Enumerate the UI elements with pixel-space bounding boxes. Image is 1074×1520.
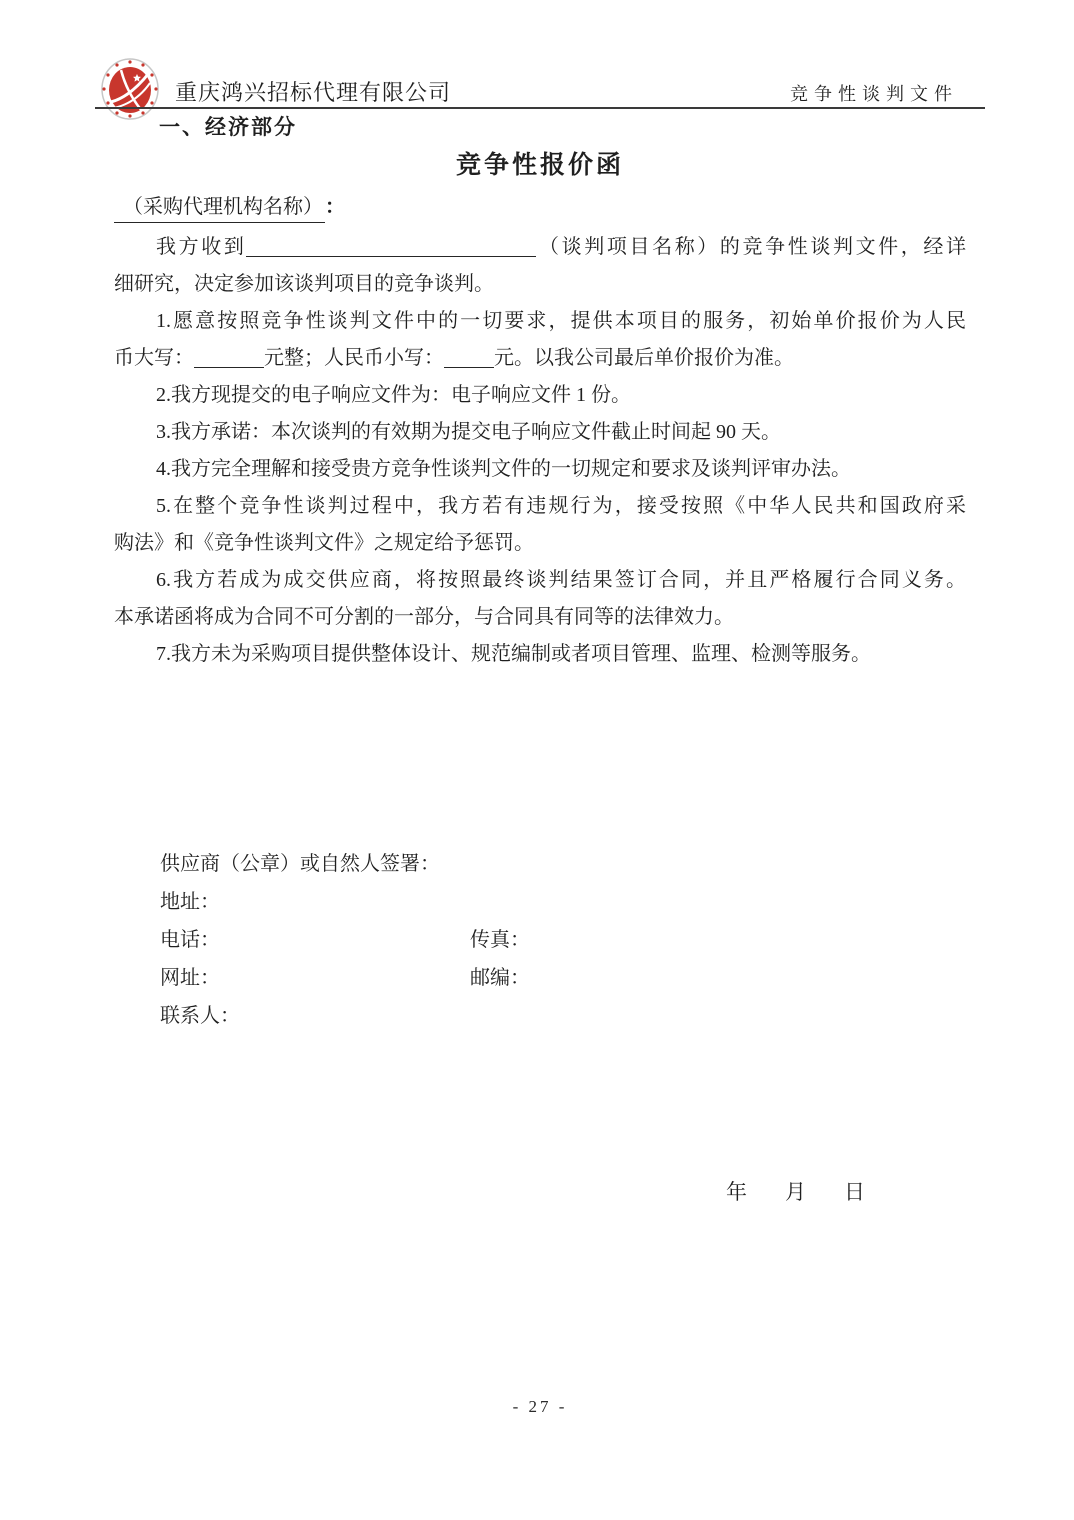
signature-phone-row [160, 921, 966, 959]
fill-in-blank [194, 348, 264, 368]
signature-contact-row [160, 997, 966, 1035]
body-line [114, 303, 966, 340]
supplier-sign-label: 供应商（公章）或自然人签署： [160, 853, 440, 875]
body-line [114, 340, 966, 377]
body-text-segment: 我方收到 [156, 236, 247, 258]
agency-name-colon: ： [325, 196, 345, 218]
section-heading: 一、经济部分 [159, 115, 297, 139]
body-line [114, 488, 966, 525]
body-text-segment: 元。以我公司最后单价报价为准。 [494, 347, 794, 369]
date-day-label: 日 [844, 1180, 865, 1204]
date-line [726, 1177, 966, 1207]
page-content [114, 112, 966, 1417]
body-text-segment: 5.在整个竞争性谈判过程中，我方若有违规行为，接受按照《中华人民共和国政府采 [156, 495, 966, 517]
body-text-segment: 6.我方若成为成交供应商，将按照最终谈判结果签订合同，并且严格履行合同义务。 [156, 569, 966, 591]
body-line [114, 229, 966, 266]
fill-in-blank [246, 237, 536, 257]
address-label: 地址： [160, 891, 220, 913]
body-text-segment: 4.我方完全理解和接受贵方竞争性谈判文件的一切规定和要求及谈判评审办法。 [156, 458, 851, 480]
body-line [114, 377, 966, 414]
body-text-segment: 元整；人民币小写： [264, 347, 444, 369]
page-title: 竞争性报价函 [455, 152, 624, 179]
body-line [114, 266, 966, 303]
body-paragraphs [114, 229, 966, 673]
signature-address-row [160, 883, 966, 921]
body-text-segment: 币大写： [114, 347, 194, 369]
postcode-label: 邮编： [470, 967, 530, 989]
body-line [114, 599, 966, 636]
body-text-segment: 7.我方未为采购项目提供整体设计、规范编制或者项目管理、监理、检测等服务。 [156, 643, 871, 665]
contact-label: 联系人： [160, 1005, 240, 1027]
phone-label: 电话： [160, 929, 220, 951]
fill-in-blank [444, 348, 494, 368]
body-line [114, 525, 966, 562]
body-text-segment: 1.愿意按照竞争性谈判文件中的一切要求，提供本项目的服务，初始单价报价为人民 [156, 310, 966, 332]
agency-name-line [114, 192, 966, 223]
body-text-segment: 3.我方承诺：本次谈判的有效期为提交电子响应文件截止时间起 90 天。 [156, 421, 781, 443]
body-line [114, 562, 966, 599]
agency-name-label: （采购代理机构名称） [114, 192, 325, 223]
signature-website-row [160, 959, 966, 997]
date-month-label: 月 [785, 1180, 806, 1204]
body-line [114, 451, 966, 488]
header-document-type: 竞争性谈判文件 [790, 84, 958, 104]
body-text-segment: （谈判项目名称）的竞争性谈判文件，经详 [536, 236, 967, 258]
fax-label: 传真： [470, 929, 530, 951]
body-line [114, 636, 966, 673]
page-number: - 27 - [512, 1397, 568, 1416]
website-label: 网址： [160, 967, 220, 989]
body-text-segment: 本承诺函将成为合同不可分割的一部分，与合同具有同等的法律效力。 [114, 606, 734, 628]
body-text-segment: 2.我方现提交的电子响应文件为：电子响应文件 1 份。 [156, 384, 631, 406]
body-text-segment: 购法》和《竞争性谈判文件》之规定给予惩罚。 [114, 532, 534, 554]
body-line [114, 414, 966, 451]
signature-supplier-row [160, 845, 966, 883]
header-divider [95, 107, 985, 109]
signature-block [160, 845, 966, 1035]
company-name: 重庆鸿兴招标代理有限公司 [175, 80, 452, 105]
date-year-label: 年 [726, 1180, 747, 1204]
body-text-segment: 细研究，决定参加该谈判项目的竞争谈判。 [114, 273, 494, 295]
